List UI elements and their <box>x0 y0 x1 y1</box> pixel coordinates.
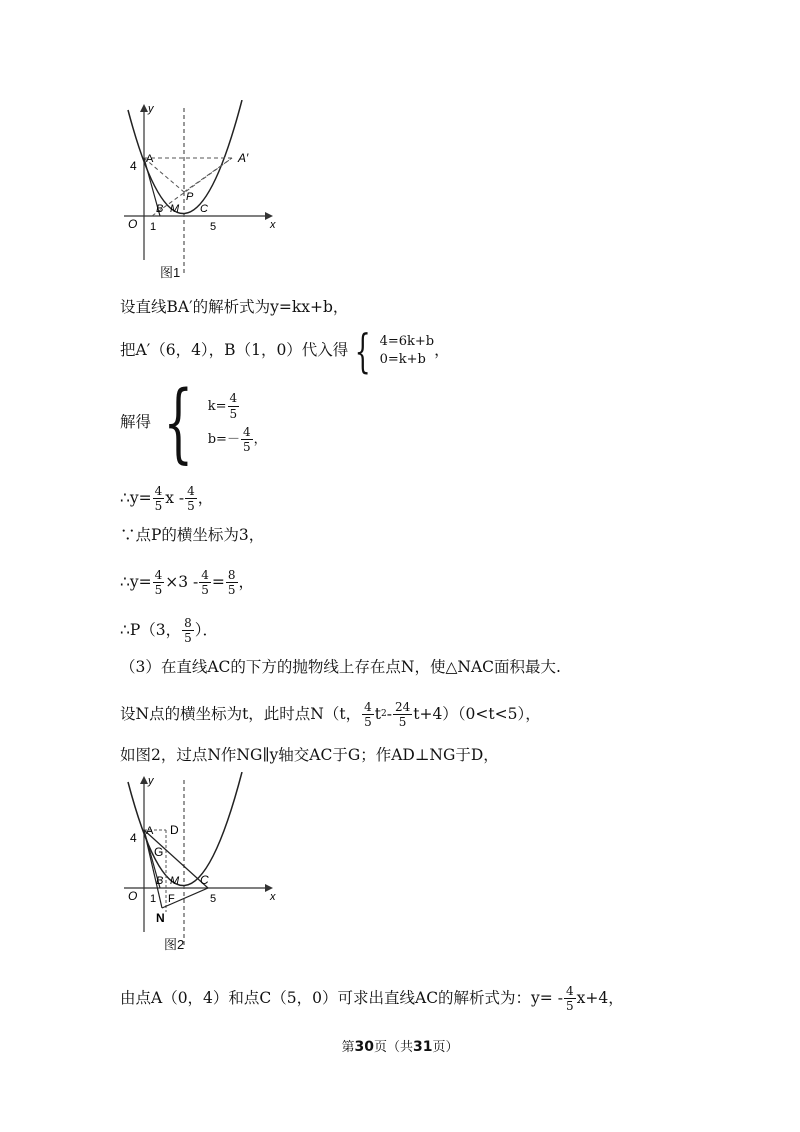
line-pa-prime <box>184 158 232 192</box>
line6-prefix: ∴y= <box>120 573 152 592</box>
label-y: y <box>148 775 154 787</box>
line2-suffix: ， <box>434 341 450 360</box>
t-variable: t <box>374 705 381 724</box>
k-label: k= <box>207 398 227 414</box>
line6-middle: ×3 - <box>165 573 199 592</box>
label-a: A <box>146 153 154 165</box>
footer-middle: 页（共 <box>373 1040 413 1055</box>
text-line-11 <box>120 984 624 1014</box>
page-footer <box>0 1036 800 1055</box>
label-a: A <box>146 825 154 837</box>
fraction-24-5 <box>393 700 412 730</box>
numerator: 4 <box>364 700 372 714</box>
label-b: B <box>156 203 164 215</box>
line4-prefix: ∴y= <box>120 489 152 508</box>
line4-middle: x - <box>165 489 185 508</box>
line3-suffix: ， <box>253 432 267 448</box>
label-a-prime: A′ <box>238 151 249 165</box>
fraction-4-5 <box>185 484 197 514</box>
text-line-5 <box>120 528 264 544</box>
label-y: y <box>148 103 154 115</box>
line7-suffix: ）． <box>194 621 219 640</box>
numerator: 24 <box>394 700 411 714</box>
fraction-4-5 <box>153 568 165 598</box>
solution-system <box>208 391 267 455</box>
y-axis-arrow <box>140 776 148 784</box>
text-line-7 <box>120 616 218 646</box>
figure-1-graph <box>120 100 280 280</box>
figure-2-caption: 图2 <box>164 937 185 952</box>
line5-text: ∵点P的横坐标为3， <box>120 526 265 544</box>
label-four: 4 <box>130 831 137 845</box>
brace: { <box>354 324 372 378</box>
label-five: 5 <box>210 221 217 233</box>
text-line-9 <box>120 700 541 730</box>
numerator: 8 <box>227 568 236 582</box>
line8-text: （3）在直线AC的下方的抛物线上存在点N，使△NAC面积最大. <box>120 658 561 676</box>
denominator: 5 <box>227 583 236 598</box>
fraction-4-5 <box>362 700 374 730</box>
figure-2-graph <box>120 772 280 952</box>
line1-text: 设直线BA′的解析式为y=kx+b， <box>120 298 349 316</box>
figure-1-caption: 图1 <box>160 265 181 280</box>
label-f: F <box>168 893 175 905</box>
minus-sign: - <box>386 705 392 724</box>
line9-prefix: 设N点的横坐标为t，此时点N（t， <box>120 705 362 724</box>
figure-1 <box>120 100 280 284</box>
equals-sign: = <box>211 573 225 592</box>
label-b: B <box>156 875 164 887</box>
page-number: 30 <box>354 1039 374 1055</box>
denominator: 5 <box>154 499 163 514</box>
numerator: 4 <box>242 425 251 439</box>
label-origin: O <box>128 889 138 903</box>
line4-suffix: ， <box>197 489 214 508</box>
b-label: b=－ <box>207 432 240 448</box>
fraction-4-5 <box>153 484 165 514</box>
label-p: P <box>186 191 194 203</box>
numerator: 4 <box>201 568 209 582</box>
text-line-4 <box>120 484 213 514</box>
denominator: 5 <box>154 583 163 598</box>
solution-b <box>208 425 267 455</box>
text-line-6 <box>120 568 254 598</box>
label-four: 4 <box>130 159 137 173</box>
numerator: 4 <box>154 568 163 582</box>
y-axis-arrow <box>140 104 148 112</box>
fraction-8-5 <box>182 616 194 646</box>
line11-suffix: x+4， <box>576 989 624 1008</box>
line9-suffix: t+4）（0<t<5）， <box>413 705 541 724</box>
label-g: G <box>154 845 164 859</box>
brace: { <box>163 373 194 473</box>
denominator: 5 <box>187 499 195 514</box>
line3-prefix: 解得 <box>120 413 152 432</box>
label-m: M <box>170 203 180 215</box>
denominator: 5 <box>229 406 238 421</box>
text-line-8 <box>120 660 561 676</box>
denominator: 5 <box>398 715 407 730</box>
text-line-3 <box>120 373 267 473</box>
system1-eq1: 4=6k+b <box>379 333 435 349</box>
label-c: C <box>200 873 209 887</box>
footer-prefix: 第 <box>341 1040 355 1055</box>
numerator: 4 <box>565 984 574 998</box>
denominator: 5 <box>184 631 192 646</box>
label-origin: O <box>128 217 138 231</box>
numerator: 4 <box>154 484 163 498</box>
denominator: 5 <box>201 583 209 598</box>
denominator: 5 <box>364 715 372 730</box>
line2-prefix: 把A′（6，4），B（1，0）代入得 <box>120 341 349 360</box>
system1-eq2: 0=k+b <box>379 352 426 367</box>
fraction-4-5 <box>564 984 576 1014</box>
exponent-2: 2 <box>380 709 387 720</box>
footer-suffix: 页） <box>432 1040 459 1055</box>
numerator: 4 <box>229 391 238 406</box>
fraction-4-5 <box>199 568 211 598</box>
label-d: D <box>170 823 179 837</box>
label-five: 5 <box>210 893 217 905</box>
fraction-4-5 <box>241 425 253 455</box>
denominator: 5 <box>242 440 251 455</box>
text-line-10 <box>120 748 499 764</box>
numerator: 8 <box>184 616 192 630</box>
label-x: x <box>270 891 276 903</box>
line11-prefix: 由点A（0，4）和点C（5，0）可求出直线AC的解析式为：y= - <box>120 989 563 1008</box>
fraction-4-5 <box>228 391 240 421</box>
denominator: 5 <box>565 999 574 1014</box>
text-line-2 <box>120 324 450 378</box>
equation-system-1 <box>380 333 435 369</box>
numerator: 4 <box>187 484 195 498</box>
line10-text: 如图2，过点N作NG∥y轴交AC于G；作AD⊥NG于D， <box>120 746 499 764</box>
label-one: 1 <box>150 221 157 233</box>
label-m: M <box>170 875 180 887</box>
text-line-1 <box>120 300 348 316</box>
line7-prefix: ∴P（3， <box>120 621 182 640</box>
line6-suffix: ， <box>238 573 255 592</box>
solution-k <box>208 391 267 421</box>
figure-2 <box>120 772 280 956</box>
label-c: C <box>200 203 208 215</box>
fraction-8-5 <box>226 568 238 598</box>
page-total: 31 <box>413 1039 433 1055</box>
label-n: N <box>156 911 165 925</box>
label-one: 1 <box>150 893 157 905</box>
label-x: x <box>270 219 276 231</box>
